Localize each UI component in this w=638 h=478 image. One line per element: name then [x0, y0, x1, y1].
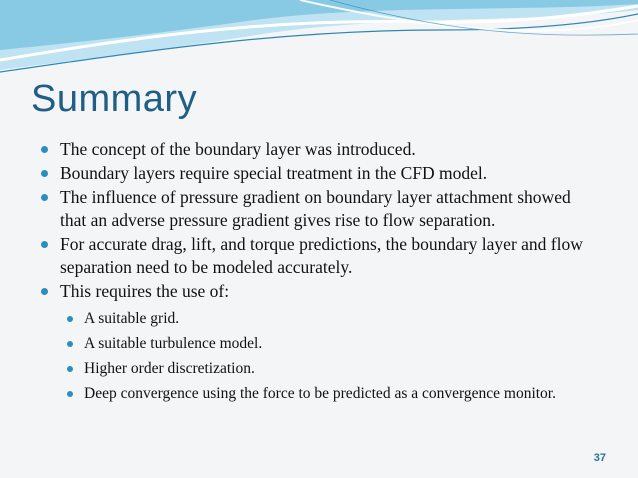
bullet-item: [0, 233, 638, 279]
sub-bullet-icon: [67, 341, 73, 347]
bullet-icon: [41, 146, 48, 153]
sub-bullet-item: [0, 359, 638, 379]
sub-bullet-icon: [67, 316, 73, 322]
bullet-text: Boundary layers require special treatment in the CFD model.: [60, 163, 488, 183]
bullet-item: [0, 162, 638, 185]
sub-bullet-item: [0, 384, 638, 404]
page-number: 37: [593, 452, 606, 464]
bullet-text: This requires the use of:: [60, 281, 230, 301]
sub-bullet-text: A suitable grid.: [84, 310, 180, 327]
sub-bullet-text: Deep convergence using the force to be predicted as a convergence monitor.: [84, 385, 556, 402]
bullet-text: The concept of the boundary layer was introduced.: [60, 139, 416, 159]
bullet-text: The influence of pressure gradient on boundary layer attachment showed that an adverse pressure gradient gives rise to flow separation.: [60, 187, 571, 230]
bullet-text: For accurate drag, lift, and torque predictions, the boundary layer and flow separation need to be modeled accurately.: [60, 234, 583, 277]
sub-bullet-text: Higher order discretization.: [84, 360, 255, 377]
bullet-icon: [41, 194, 48, 201]
bullet-item: [0, 138, 638, 161]
sub-bullet-icon: [67, 391, 73, 397]
sub-bullet-text: A suitable turbulence model.: [84, 335, 263, 352]
bullet-item: [0, 186, 638, 232]
bullet-icon: [41, 170, 48, 177]
bullet-item: [0, 280, 638, 303]
sub-bullet-item: [0, 334, 638, 354]
sub-bullet-icon: [67, 366, 73, 372]
sub-bullet-item: [0, 309, 638, 329]
bullet-icon: [41, 241, 48, 248]
bullet-list: [0, 138, 638, 409]
bullet-icon: [41, 288, 48, 295]
slide-title: Summary: [31, 78, 198, 120]
header-wave-decoration: [0, 0, 638, 80]
